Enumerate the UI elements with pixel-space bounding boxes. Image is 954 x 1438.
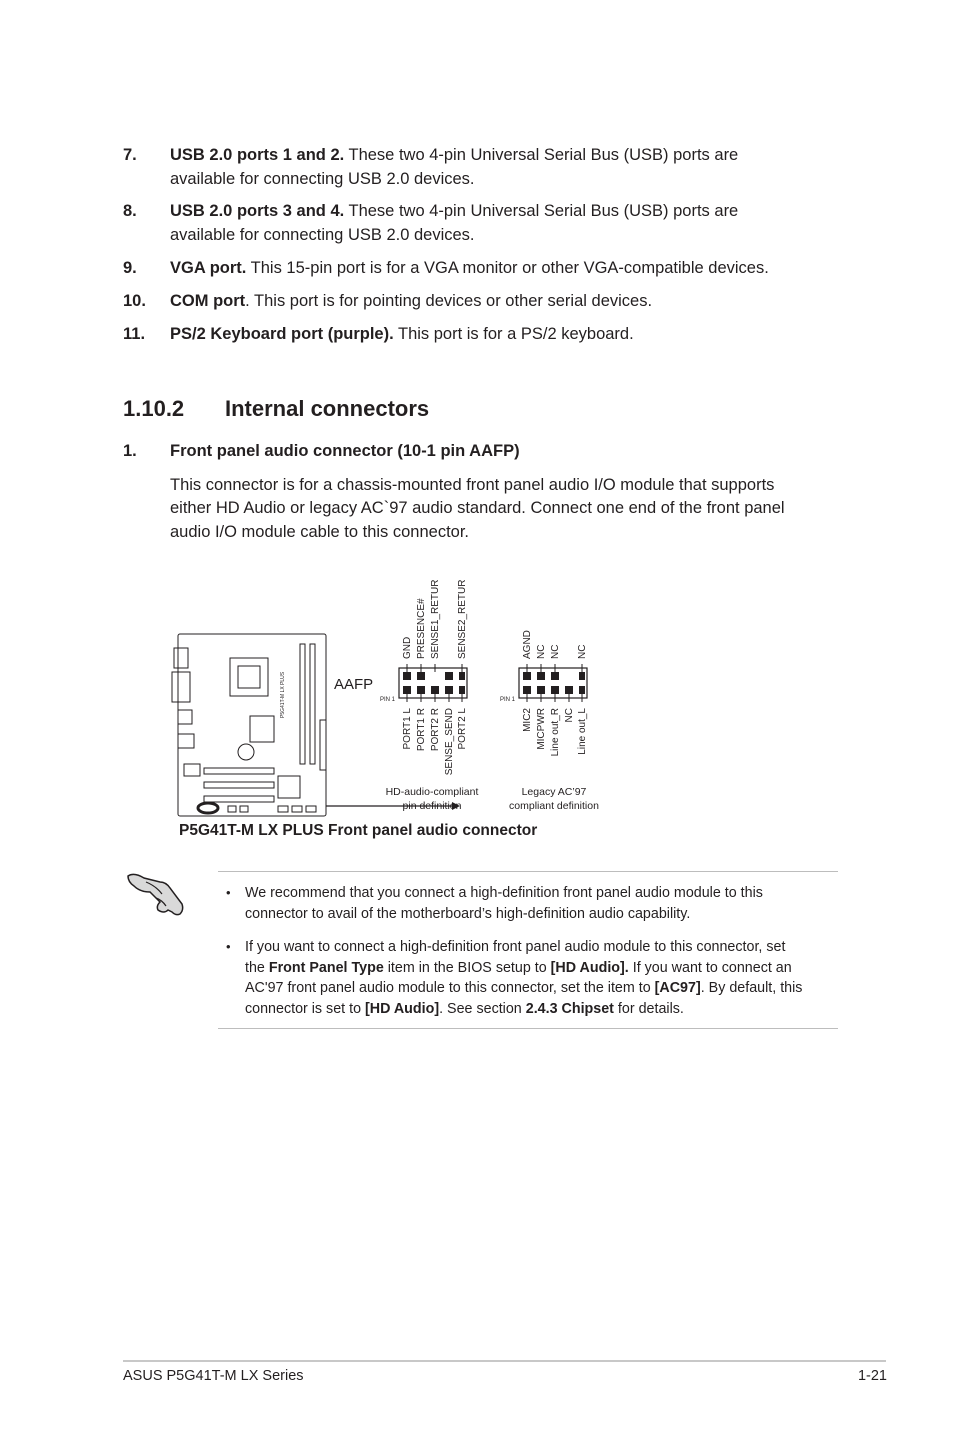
item-title: VGA port. (170, 259, 247, 277)
note-hand-icon (126, 870, 186, 920)
hd-bottom-label: PORT2 L (457, 708, 468, 750)
hd-caption: pin definition (402, 800, 462, 812)
item-title: USB 2.0 ports 1 and 2. (170, 146, 345, 164)
item-text: . This port is for pointing devices or other serial devices. (245, 292, 653, 310)
note-bullet-2 (245, 937, 840, 1019)
ac97-bottom-label: Line out_L (577, 708, 588, 755)
item-text: This 15-pin port is for a VGA monitor or other VGA-compatible devices. (246, 259, 769, 277)
aafp-connector-figure (170, 560, 640, 850)
note-line: If you want to connect a high-definition front panel audio module to this connector, set (245, 939, 786, 955)
bullet: • (226, 885, 231, 900)
hd-bottom-label: PORT1 L (402, 708, 413, 750)
ac97-top-label: NC (577, 644, 588, 659)
ac97-caption: Legacy AC’97 (521, 786, 587, 798)
note-box (218, 871, 838, 1029)
item-text: These two 4-pin Universal Serial Bus (USB) ports are (344, 146, 739, 164)
board-name: P5G41T-M LX PLUS (280, 671, 286, 718)
list-item-7 (123, 144, 843, 191)
section-number: 1.10.2 (123, 396, 185, 421)
item-number: 11. (123, 325, 146, 343)
ac97-top-label: NC (550, 644, 561, 659)
item-title: PS/2 Keyboard port (purple). (170, 325, 394, 343)
ac97-bottom-label: NC (564, 708, 575, 723)
list-item-11 (123, 323, 843, 347)
aafp-label: AAFP (334, 676, 374, 693)
hd-bottom-label: SENSE_SEND (444, 708, 455, 776)
item-text: This port is for a PS/2 keyboard. (393, 325, 634, 343)
ac97-bottom-label: MIC2 (522, 708, 533, 732)
motherboard-illustration (172, 634, 326, 816)
ac97-caption: compliant definition (509, 800, 599, 812)
figure-caption: P5G41T-M LX PLUS Front panel audio connector (179, 822, 538, 839)
item-text-cont: available for connecting USB 2.0 devices. (170, 225, 475, 244)
connector-title: Front panel audio connector (10-1 pin AAFP) (170, 442, 520, 460)
item-number: 9. (123, 259, 137, 277)
list-item-8 (123, 200, 843, 247)
footer-divider (123, 1360, 886, 1362)
hd-top-label: GND (402, 636, 413, 659)
item-title: COM port (170, 292, 246, 310)
list-item-9 (123, 257, 843, 281)
hd-caption: HD-audio-compliant (385, 786, 479, 798)
item-text: These two 4-pin Universal Serial Bus (USB) ports are (344, 202, 739, 220)
item-number: 1. (123, 442, 137, 460)
ac97-bottom-label: Line out_R (550, 708, 561, 757)
note-line: the Front Panel Type item in the BIOS setup to [HD Audio]. If you want to connect an (245, 959, 792, 976)
ac97-top-label: NC (536, 644, 547, 659)
connector-desc-line: audio I/O module cable to this connector. (170, 522, 470, 541)
connector-desc-line: either HD Audio or legacy AC`97 audio standard. Connect one end of the front panel (170, 499, 785, 517)
ac97-bottom-label: MICPWR (536, 708, 547, 750)
item-number: 7. (123, 146, 137, 164)
section-title: Internal connectors (225, 396, 430, 421)
note-line: AC'97 front panel audio module to this connector, set the item to [AC97]. By default, this (245, 980, 803, 996)
item-text-cont: available for connecting USB 2.0 devices. (170, 169, 475, 188)
footer-title: ASUS P5G41T-M LX Series (123, 1368, 304, 1384)
note-line: connector to avail of the motherboard’s high-definition audio capability. (245, 905, 691, 922)
list-item-10 (123, 290, 843, 314)
hd-pin1-label: PIN 1 (380, 697, 396, 703)
note-line: connector is set to [HD Audio]. See section 2.4.3 Chipset for details. (245, 1000, 684, 1017)
hd-top-label: PRESENCE# (416, 598, 427, 659)
hd-audio-header (399, 664, 467, 702)
item-title: USB 2.0 ports 3 and 4. (170, 202, 345, 220)
item-number: 10. (123, 292, 146, 310)
note-bullet-1 (245, 883, 840, 924)
note-line: We recommend that you connect a high-definition front panel audio module to this (245, 885, 763, 901)
item-number: 8. (123, 202, 137, 220)
ac97-header (519, 664, 587, 702)
connector-item-1 (123, 440, 843, 544)
hd-top-label: SENSE2_RETUR (457, 579, 468, 659)
bullet: • (226, 939, 231, 954)
page-number: 1-21 (857, 1368, 887, 1384)
connector-desc-line: This connector is for a chassis-mounted front panel audio I/O module that supports (170, 475, 775, 494)
hd-bottom-label: PORT1 R (416, 708, 427, 752)
hd-bottom-label: PORT2 R (430, 708, 441, 752)
ac97-pin1-label: PIN 1 (500, 697, 516, 703)
ac97-top-label: AGND (522, 630, 533, 659)
hd-top-label: SENSE1_RETUR (430, 579, 441, 659)
